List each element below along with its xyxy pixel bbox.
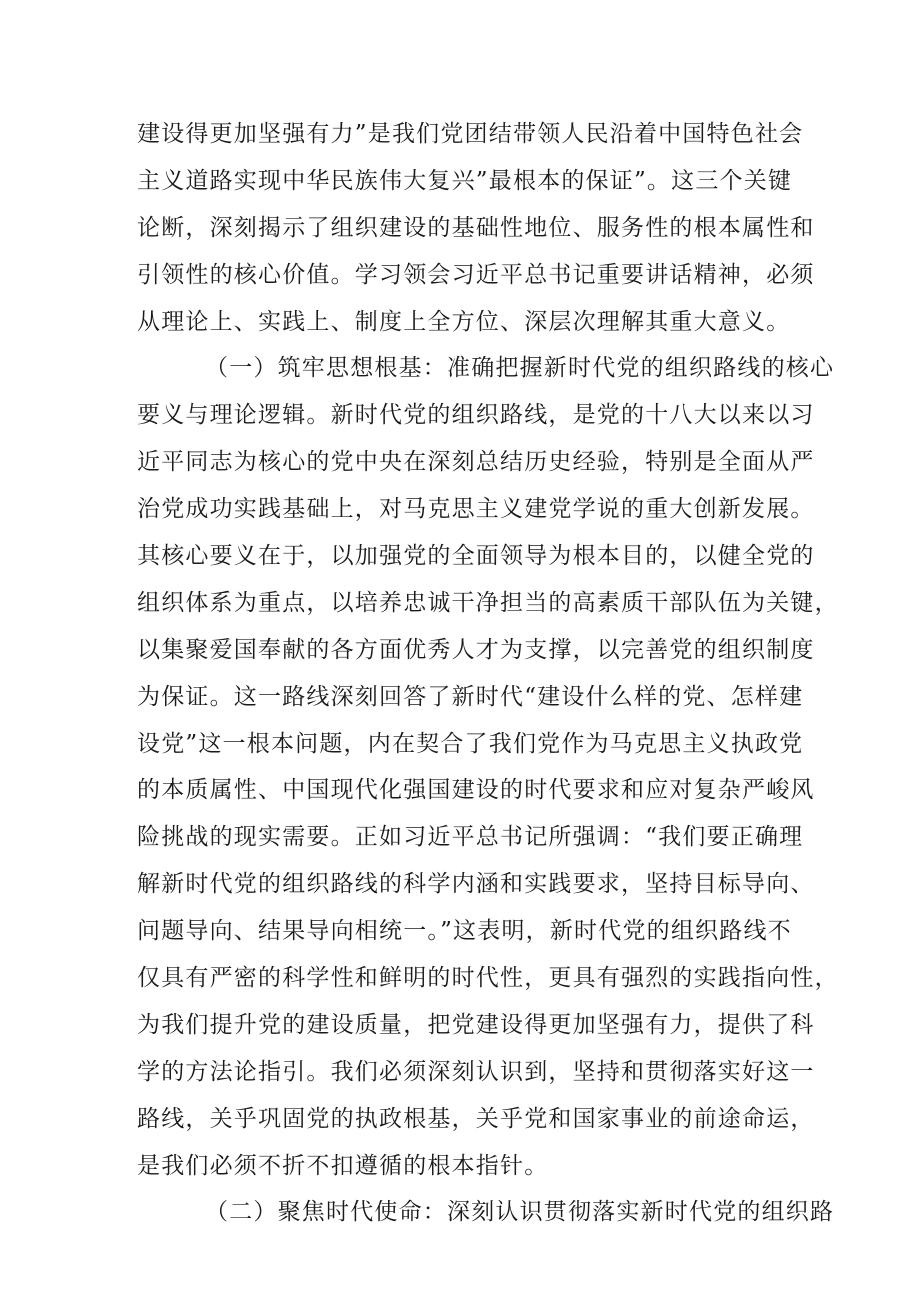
paragraph-line: 仅具有严密的科学性和鲜明的时代性，更具有强烈的实践指向性， (137, 965, 839, 992)
paragraph-line: 要义与理论逻辑。新时代党的组织路线，是党的十八大以来以习 (137, 402, 815, 429)
body-text (137, 111, 839, 1236)
paragraph-continuation-line: 主义道路实现中华民族伟大复兴”最根本的保证”。这三个关键 (137, 167, 793, 194)
paragraph-line: 的本质属性、中国现代化强国建设的时代要求和应对复杂严峻风 (137, 777, 815, 804)
paragraph-line: 为保证。这一路线深刻回答了新时代“建设什么样的党、怎样建 (137, 683, 804, 710)
paragraph-continuation-line: 引领性的核心价值。学习领会习近平总书记重要讲话精神，必须 (137, 261, 815, 288)
paragraph-line: 学的方法论指引。我们必须深刻认识到，坚持和贯彻落实好这一 (137, 1058, 815, 1085)
paragraph-line: 设党”这一根本问题，内在契合了我们党作为马克思主义执政党 (137, 730, 804, 757)
paragraph-continuation-line: 从理论上、实践上、制度上全方位、深层次理解其重大意义。 (137, 308, 791, 335)
paragraph-line: 路线，关乎巩固党的执政根基，关乎党和国家事业的前途命运， (137, 1105, 815, 1132)
paragraph-line: 险挑战的现实需要。正如习近平总书记所强调：“我们要正确理 (137, 824, 804, 851)
paragraph-line: 为我们提升党的建设质量，把党建设得更加坚强有力，提供了科 (137, 1011, 815, 1038)
paragraph-line: 是我们必须不折不扣遵循的根本指针。 (137, 1152, 549, 1179)
paragraph-line: 解新时代党的组织路线的科学内涵和实践要求，坚持目标导向、 (137, 871, 815, 898)
paragraph-line: 近平同志为核心的党中央在深刻总结历史经验，特别是全面从严 (137, 449, 815, 476)
paragraph-continuation-line: 建设得更加坚强有力”是我们党团结带领人民沿着中国特色社会 (137, 121, 804, 147)
section-heading-one: （一）筑牢思想根基：准确把握新时代党的组织路线的核心 (205, 355, 835, 382)
paragraph-line: 其核心要义在于，以加强党的全面领导为根本目的，以健全党的 (137, 543, 815, 570)
paragraph-line: 组织体系为重点，以培养忠诚干净担当的高素质干部队伍为关键， (137, 589, 839, 616)
paragraph-line: 问题导向、结果导向相统一。”这表明，新时代党的组织路线不 (137, 918, 792, 945)
paragraph-line: 以集聚爱国奉献的各方面优秀人才为支撑，以完善党的组织制度 (137, 636, 815, 663)
paragraph-continuation-line: 论断，深刻揭示了组织建设的基础性地位、服务性的根本属性和 (137, 214, 815, 241)
section-heading-two: （二）聚焦时代使命：深刻认识贯彻落实新时代党的组织路 (205, 1199, 835, 1226)
paragraph-line: 治党成功实践基础上，对马克思主义建党学说的重大创新发展。 (137, 496, 815, 523)
